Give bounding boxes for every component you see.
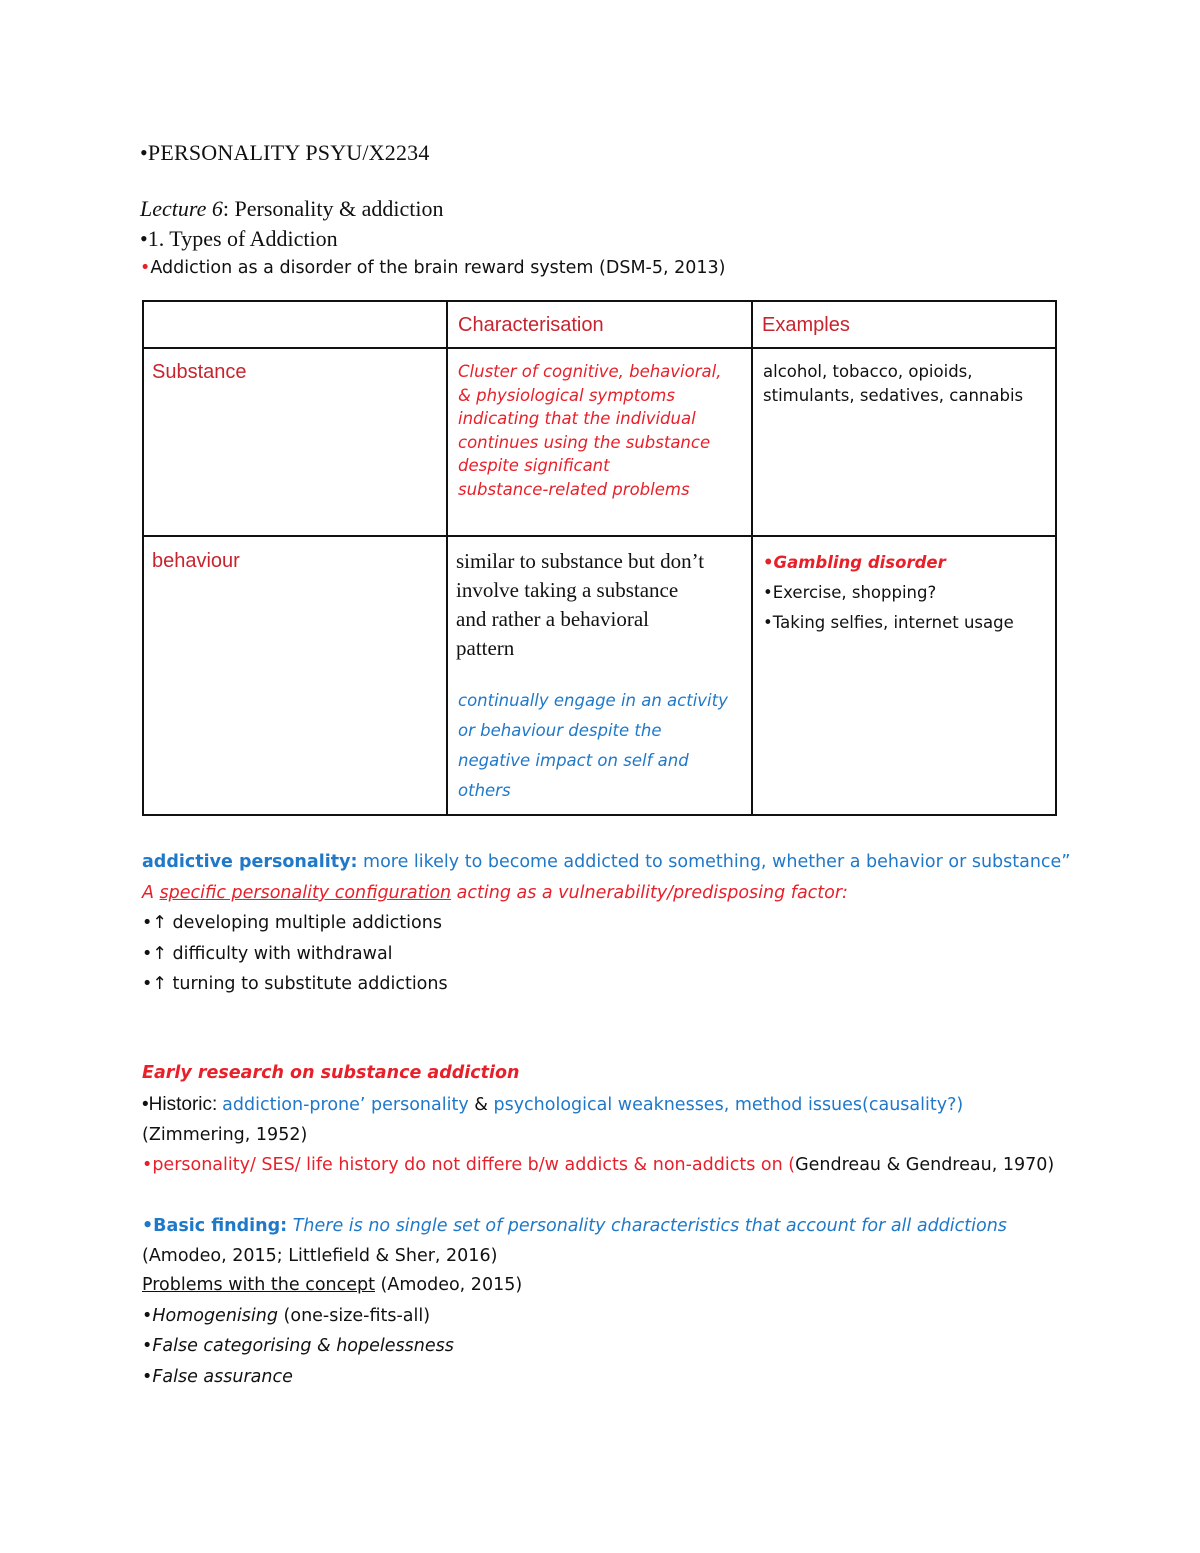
- lecture-label: Lecture 6: [140, 196, 223, 221]
- text-line: pattern: [456, 636, 515, 660]
- addiction-definition: [140, 258, 726, 278]
- problems-label: Problems with the concept: [142, 1275, 375, 1295]
- problems-citation: (Amodeo, 2015): [374, 1275, 523, 1295]
- row-label-substance: Substance: [152, 361, 247, 383]
- basic-finding: There is no single set of personality characteristics that account for all addictions: [287, 1216, 1007, 1236]
- config-prefix: A: [142, 883, 160, 903]
- behaviour-note: [458, 686, 728, 806]
- basic-citation: (Amodeo, 2015; Littlefield & Sher, 2016): [142, 1246, 498, 1266]
- text-line: despite significant: [458, 456, 610, 475]
- lecture-title: : Personality & addiction: [222, 196, 444, 221]
- section-heading: •1. Types of Addiction: [140, 226, 338, 251]
- text-line: stimulants, sedatives, cannabis: [763, 385, 1024, 405]
- text-line: continually engage in an activity: [458, 691, 728, 710]
- text-line: alcohol, tobacco, opioids,: [763, 362, 973, 381]
- text-line: involve taking a substance: [456, 578, 679, 602]
- addiction-types-table: [142, 300, 1057, 816]
- historic-text2: psychological weaknesses, method issues(causality?): [493, 1095, 964, 1115]
- text-line: similar to substance but don’t: [456, 549, 705, 573]
- ses-citation: Gendreau & Gendreau, 1970): [795, 1155, 1055, 1175]
- addictive-definition: more likely to become addicted to something, whether a behavior or substance”: [357, 852, 1071, 872]
- text-line: or behaviour despite the: [458, 721, 662, 740]
- basic-finding-line: [142, 1216, 1007, 1236]
- header-examples: Examples: [762, 314, 850, 336]
- text-line: others: [458, 781, 511, 800]
- homogenising-term: Homogenising: [152, 1306, 278, 1326]
- addictive-personality-line: [142, 852, 1070, 872]
- point-withdrawal: •↑ difficulty with withdrawal: [142, 944, 393, 964]
- addictive-term: addictive personality:: [142, 852, 358, 872]
- homogenising-rest: (one-size-fits-all): [277, 1306, 431, 1326]
- text-line: indicating that the individual: [458, 409, 696, 428]
- text-line: & physiological symptoms: [458, 385, 675, 405]
- basic-label: •Basic finding:: [142, 1216, 288, 1236]
- header-characterisation: Characterisation: [458, 314, 604, 336]
- historic-text: addiction-prone’ personality: [222, 1095, 469, 1115]
- problems-line: [142, 1275, 522, 1295]
- substance-examples: [763, 360, 1023, 407]
- false-assurance-line: •False assurance: [142, 1367, 293, 1387]
- example-gambling: •Gambling disorder: [763, 553, 946, 572]
- text-line: substance-related problems: [458, 479, 690, 499]
- configuration-line: [142, 883, 848, 903]
- course-title: •PERSONALITY PSYU/X2234: [140, 140, 430, 165]
- row-label-behaviour: behaviour: [152, 550, 240, 572]
- ses-line: [142, 1155, 1054, 1175]
- definition-bullet: •: [140, 258, 151, 278]
- ses-text: •personality/ SES/ life history do not differe b/w addicts & non-addicts on (: [142, 1155, 796, 1175]
- behaviour-characterisation: [456, 547, 704, 663]
- historic-label: •Historic:: [142, 1094, 218, 1115]
- lecture-heading: [140, 196, 443, 222]
- point-substitute: •↑ turning to substitute addictions: [142, 974, 448, 994]
- historic-citation: (Zimmering, 1952): [142, 1125, 308, 1145]
- example-exercise: •Exercise, shopping?: [763, 583, 937, 602]
- point-multiple: •↑ developing multiple addictions: [142, 913, 442, 933]
- text-line: Cluster of cognitive, behavioral,: [458, 362, 722, 381]
- false-categorising-line: •False categorising & hopelessness: [142, 1336, 454, 1356]
- historic-amp: &: [468, 1095, 494, 1115]
- substance-characterisation: [458, 360, 721, 501]
- definition-text: Addiction as a disorder of the brain reward system (DSM-5, 2013): [150, 258, 726, 278]
- early-research-heading: Early research on substance addiction: [142, 1063, 520, 1083]
- text-line: continues using the substance: [458, 432, 711, 452]
- text-line: negative impact on self and: [458, 751, 689, 770]
- config-suffix: acting as a vulnerability/predisposing factor:: [451, 883, 848, 903]
- behaviour-examples: [763, 548, 1014, 638]
- homogenising-line: [142, 1306, 430, 1326]
- example-selfies: •Taking selfies, internet usage: [763, 613, 1014, 632]
- config-underlined: specific personality configuration: [159, 883, 452, 903]
- historic-line: [142, 1094, 963, 1116]
- bullet: •: [142, 1306, 153, 1326]
- text-line: and rather a behavioral: [456, 607, 649, 631]
